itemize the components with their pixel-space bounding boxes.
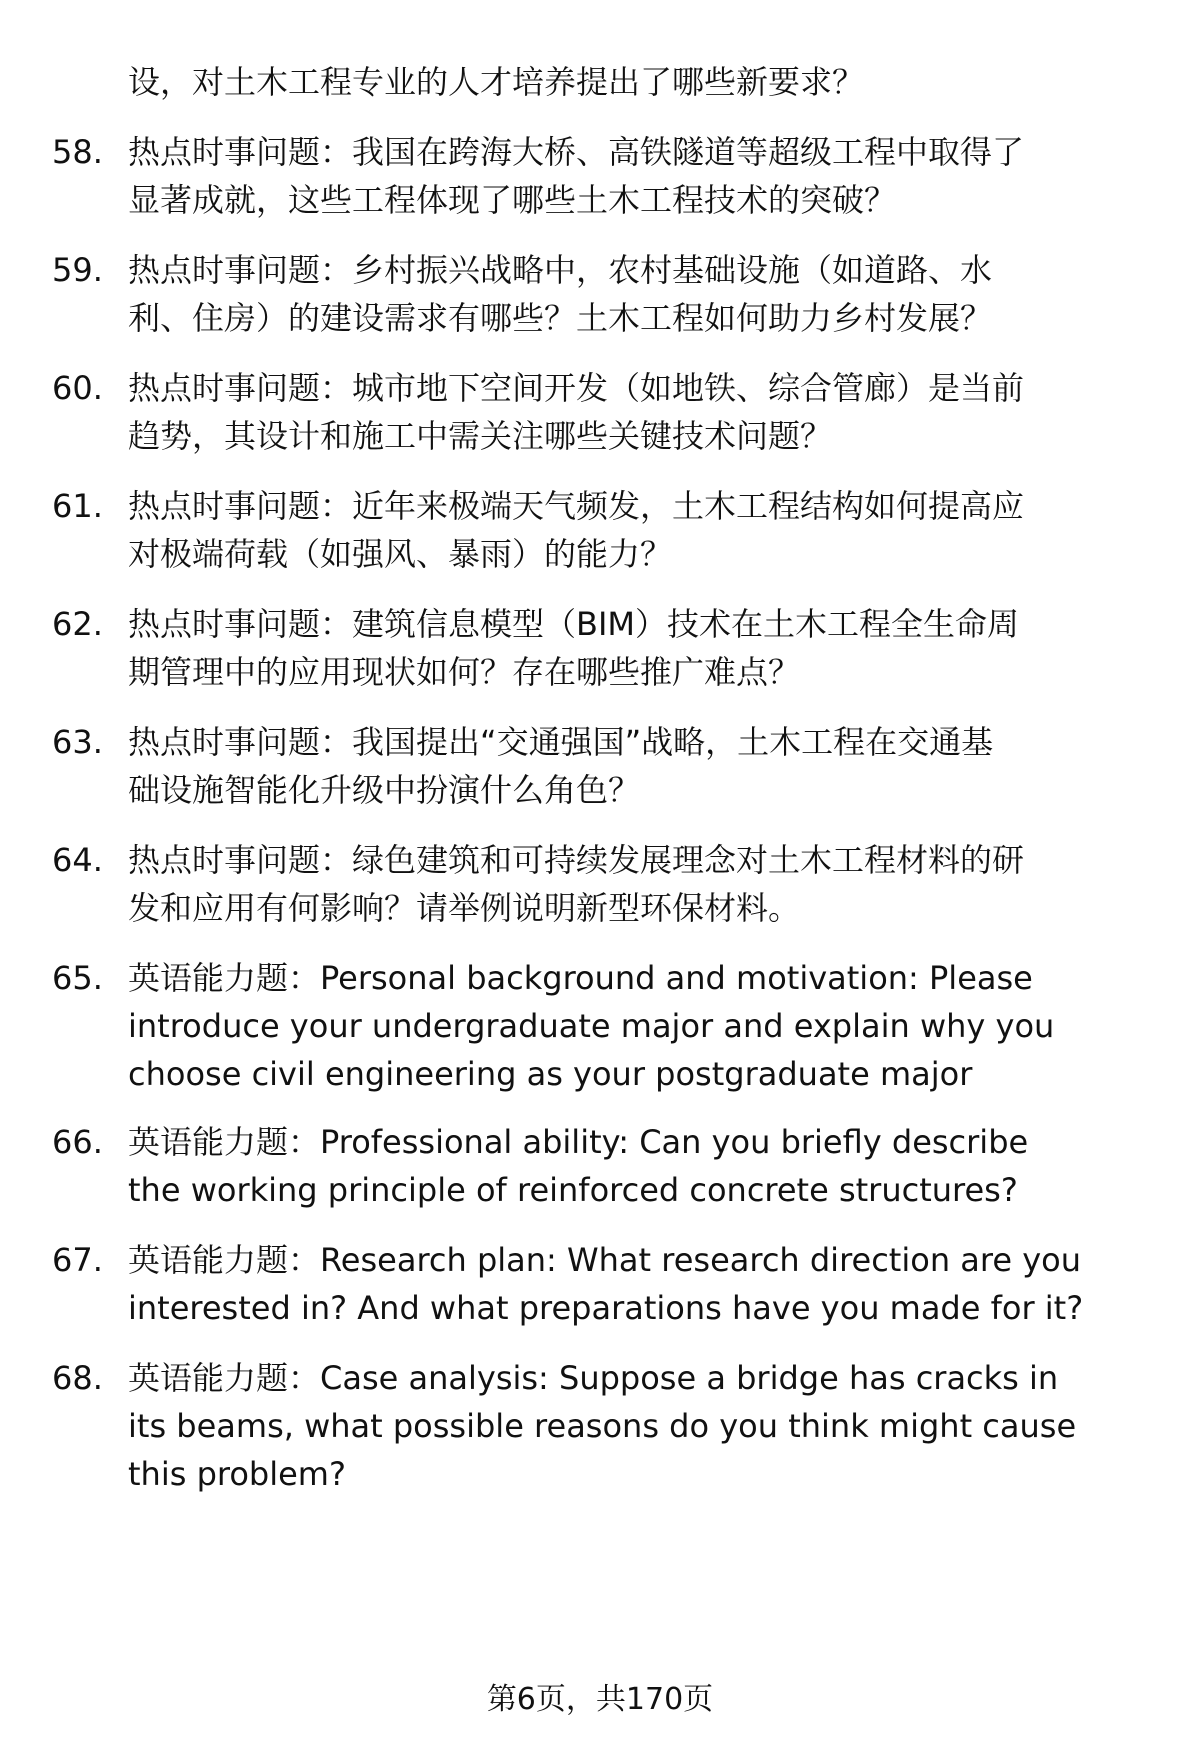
question-59 bbox=[52, 246, 1157, 342]
question-63 bbox=[52, 718, 1157, 814]
question-number: 59. bbox=[52, 251, 103, 289]
question-line: introduce your undergraduate major and explain why you bbox=[128, 1007, 1055, 1045]
question-67 bbox=[52, 1236, 1157, 1332]
question-line: 趋势，其设计和施工中需关注哪些关键技术问题？ bbox=[128, 417, 833, 455]
question-62 bbox=[52, 600, 1157, 696]
question-line: 英语能力题：Personal background and motivation: Please bbox=[128, 959, 1033, 997]
question-64 bbox=[52, 836, 1157, 932]
question-65 bbox=[52, 954, 1157, 1098]
question-number: 58. bbox=[52, 133, 103, 171]
question-number: 64. bbox=[52, 841, 103, 879]
question-line: 对极端荷载（如强风、暴雨）的能力？ bbox=[128, 535, 673, 573]
question-number: 66. bbox=[52, 1123, 103, 1161]
question-line: 显著成就，这些工程体现了哪些土木工程技术的突破？ bbox=[128, 181, 897, 219]
question-68 bbox=[52, 1354, 1157, 1498]
question-number: 68. bbox=[52, 1359, 103, 1397]
question-line: 热点时事问题：我国提出“交通强国”战略，土木工程在交通基 bbox=[128, 723, 994, 761]
question-66 bbox=[52, 1118, 1157, 1214]
question-line: the working principle of reinforced concrete structures? bbox=[128, 1171, 1018, 1209]
question-line: 热点时事问题：建筑信息模型（BIM）技术在土木工程全生命周 bbox=[128, 605, 1020, 643]
question-number: 61. bbox=[52, 487, 103, 525]
question-line: 利、住房）的建设需求有哪些？土木工程如何助力乡村发展？ bbox=[128, 299, 993, 337]
question-line: this problem? bbox=[128, 1455, 346, 1493]
question-line: 热点时事问题：我国在跨海大桥、高铁隧道等超级工程中取得了 bbox=[128, 133, 1025, 171]
question-58 bbox=[52, 128, 1157, 224]
question-line: 英语能力题：Case analysis: Suppose a bridge has cracks in bbox=[128, 1359, 1059, 1397]
continuation-line: 设，对土木工程专业的人才培养提出了哪些新要求？ bbox=[128, 63, 865, 101]
question-number: 62. bbox=[52, 605, 103, 643]
question-line: 英语能力题：Research plan: What research direction are you bbox=[128, 1241, 1081, 1279]
question-line: choose civil engineering as your postgraduate major bbox=[128, 1055, 973, 1093]
question-61 bbox=[52, 482, 1157, 578]
question-line: interested in? And what preparations have you made for it? bbox=[128, 1289, 1084, 1327]
question-line: 热点时事问题：近年来极端天气频发，土木工程结构如何提高应 bbox=[128, 487, 1025, 525]
question-60 bbox=[52, 364, 1157, 460]
question-line: 热点时事问题：乡村振兴战略中，农村基础设施（如道路、水 bbox=[128, 251, 993, 289]
question-line: 础设施智能化升级中扮演什么角色？ bbox=[128, 771, 641, 809]
page-footer: 第6页，共170页 bbox=[486, 1682, 714, 1717]
question-line: 期管理中的应用现状如何？存在哪些推广难点？ bbox=[128, 653, 801, 691]
question-number: 60. bbox=[52, 369, 103, 407]
question-line: 英语能力题：Professional ability: Can you briefly describe bbox=[128, 1123, 1029, 1161]
question-line: 发和应用有何影响？请举例说明新型环保材料。 bbox=[128, 889, 801, 927]
question-number: 65. bbox=[52, 959, 103, 997]
question-number: 63. bbox=[52, 723, 103, 761]
question-line: its beams, what possible reasons do you think might cause bbox=[128, 1407, 1077, 1445]
question-line: 热点时事问题：绿色建筑和可持续发展理念对土木工程材料的研 bbox=[128, 841, 1025, 879]
question-line: 热点时事问题：城市地下空间开发（如地铁、综合管廊）是当前 bbox=[128, 369, 1025, 407]
question-number: 67. bbox=[52, 1241, 103, 1279]
